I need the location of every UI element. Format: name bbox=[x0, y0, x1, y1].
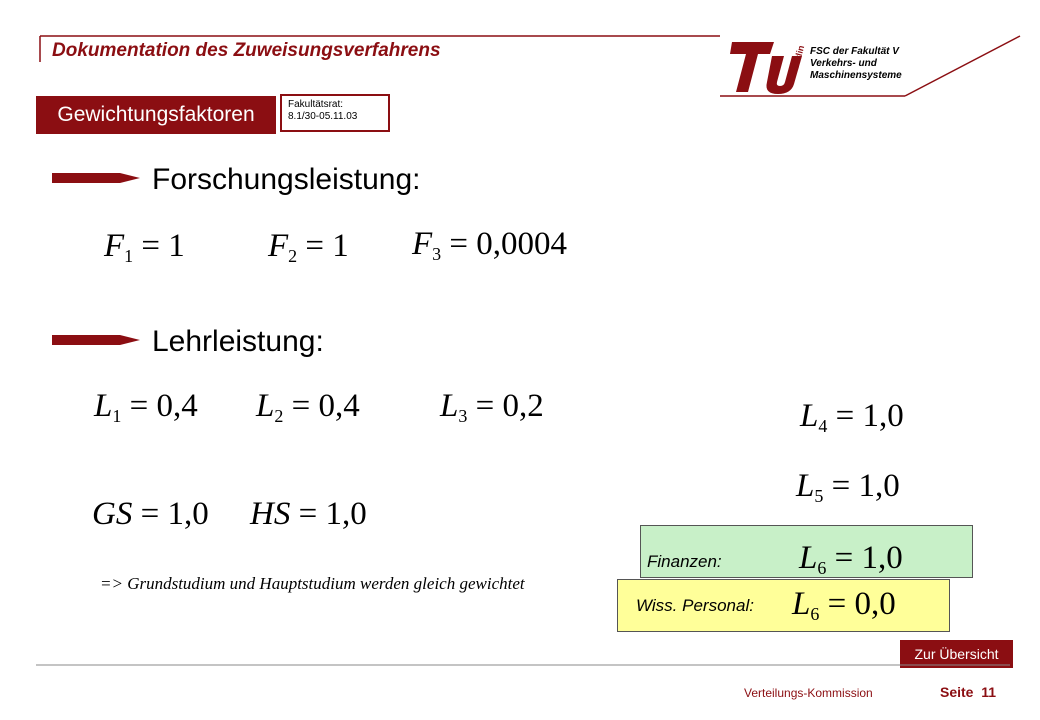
formula-symbol: L bbox=[799, 540, 818, 576]
formula-value: 1,0 bbox=[167, 496, 209, 532]
formula-symbol: L bbox=[800, 398, 819, 434]
formula-value: 1 bbox=[168, 228, 185, 264]
svg-text:berlin: berlin bbox=[790, 44, 806, 71]
formula-l5: $L_5 = 1,0$ bbox=[796, 468, 900, 506]
page-label: Seite bbox=[940, 684, 974, 700]
formula-symbol: F bbox=[268, 228, 289, 264]
formula-symbol: HS bbox=[250, 496, 291, 532]
formula-l2: $L_2 = 0,4$ bbox=[256, 388, 360, 426]
formula-index: 2 bbox=[288, 246, 298, 266]
faculty-line: Verkehrs- und bbox=[810, 58, 877, 69]
formula-index: 3 bbox=[458, 406, 468, 426]
formula-index: 6 bbox=[810, 604, 820, 624]
formula-hs: HS = 1,0 bbox=[250, 496, 367, 532]
formula-value: 0,2 bbox=[502, 388, 544, 424]
formula-value: 0,0004 bbox=[476, 226, 568, 262]
arrow-right-icon bbox=[50, 330, 142, 350]
formula-symbol: L bbox=[440, 388, 459, 424]
formula-symbol: F bbox=[104, 228, 125, 264]
formula-l6-finanzen: $L_6 = 1,0$ bbox=[799, 540, 903, 578]
formula-value: 1,0 bbox=[325, 496, 367, 532]
page-value: 11 bbox=[981, 684, 997, 700]
section-tag: Gewichtungsfaktoren bbox=[36, 96, 276, 134]
formula-value: 1,0 bbox=[858, 468, 900, 504]
formula-index: 6 bbox=[817, 558, 827, 578]
gewichtung-note: => Grundstudium und Hauptstudium werden gleich gewichtet bbox=[100, 574, 525, 593]
formula-symbol: GS bbox=[92, 496, 133, 532]
arrow-right-icon bbox=[50, 168, 142, 188]
formula-f3: $F_3 = 0,0004$ bbox=[412, 226, 568, 264]
formula-symbol: F bbox=[412, 226, 433, 262]
formula-value: 0,0 bbox=[854, 586, 896, 622]
formula-index: 5 bbox=[814, 486, 824, 506]
formula-value: 1 bbox=[332, 228, 349, 264]
finanzen-box bbox=[640, 525, 973, 578]
reference-box bbox=[280, 94, 390, 132]
formula-l4: $L_4 = 1,0$ bbox=[800, 398, 904, 436]
formula-value: 1,0 bbox=[862, 398, 904, 434]
formula-l3: $L_3 = 0,2$ bbox=[440, 388, 544, 426]
formula-symbol: L bbox=[792, 586, 811, 622]
footer-rule bbox=[0, 660, 1040, 670]
formula-l1: $L_1 = 0,4$ bbox=[94, 388, 198, 426]
formula-value: 0,4 bbox=[156, 388, 198, 424]
reference-line1: Fakultätsrat: bbox=[288, 99, 344, 110]
formula-index: 4 bbox=[818, 416, 828, 436]
page-number bbox=[940, 684, 996, 700]
formula-value: 1,0 bbox=[861, 540, 903, 576]
formula-symbol: L bbox=[796, 468, 815, 504]
faculty-line: FSC der Fakultät V bbox=[810, 46, 899, 57]
formula-f1: $F_1 = 1$ bbox=[104, 228, 185, 266]
faculty-name bbox=[810, 46, 902, 82]
presentation-title: Dokumentation des Zuweisungsverfahrens bbox=[52, 40, 441, 61]
wiss-personal-label: Wiss. Personal: bbox=[636, 596, 754, 615]
overview-button[interactable]: Zur Übersicht bbox=[900, 640, 1013, 668]
formula-symbol: L bbox=[256, 388, 275, 424]
lehre-heading: Lehrleistung: bbox=[152, 325, 324, 358]
formula-index: 1 bbox=[112, 406, 122, 426]
reference-line2: 8.1/30-05.11.03 bbox=[288, 111, 358, 122]
footer-org: Verteilungs-Kommission bbox=[744, 686, 873, 700]
formula-gs: GS = 1,0 bbox=[92, 496, 209, 532]
tu-berlin-logo bbox=[728, 40, 806, 95]
formula-symbol: L bbox=[94, 388, 113, 424]
wiss-personal-box bbox=[617, 579, 950, 632]
formula-index: 3 bbox=[432, 244, 442, 264]
finanzen-label: Finanzen: bbox=[647, 552, 722, 571]
faculty-line: Maschinensysteme bbox=[810, 70, 902, 81]
formula-value: 0,4 bbox=[318, 388, 360, 424]
formula-l6-wiss: $L_6 = 0,0$ bbox=[792, 586, 896, 624]
formula-index: 2 bbox=[274, 406, 284, 426]
formula-f2: $F_2 = 1$ bbox=[268, 228, 349, 266]
forschung-heading: Forschungsleistung: bbox=[152, 163, 421, 196]
formula-index: 1 bbox=[124, 246, 134, 266]
